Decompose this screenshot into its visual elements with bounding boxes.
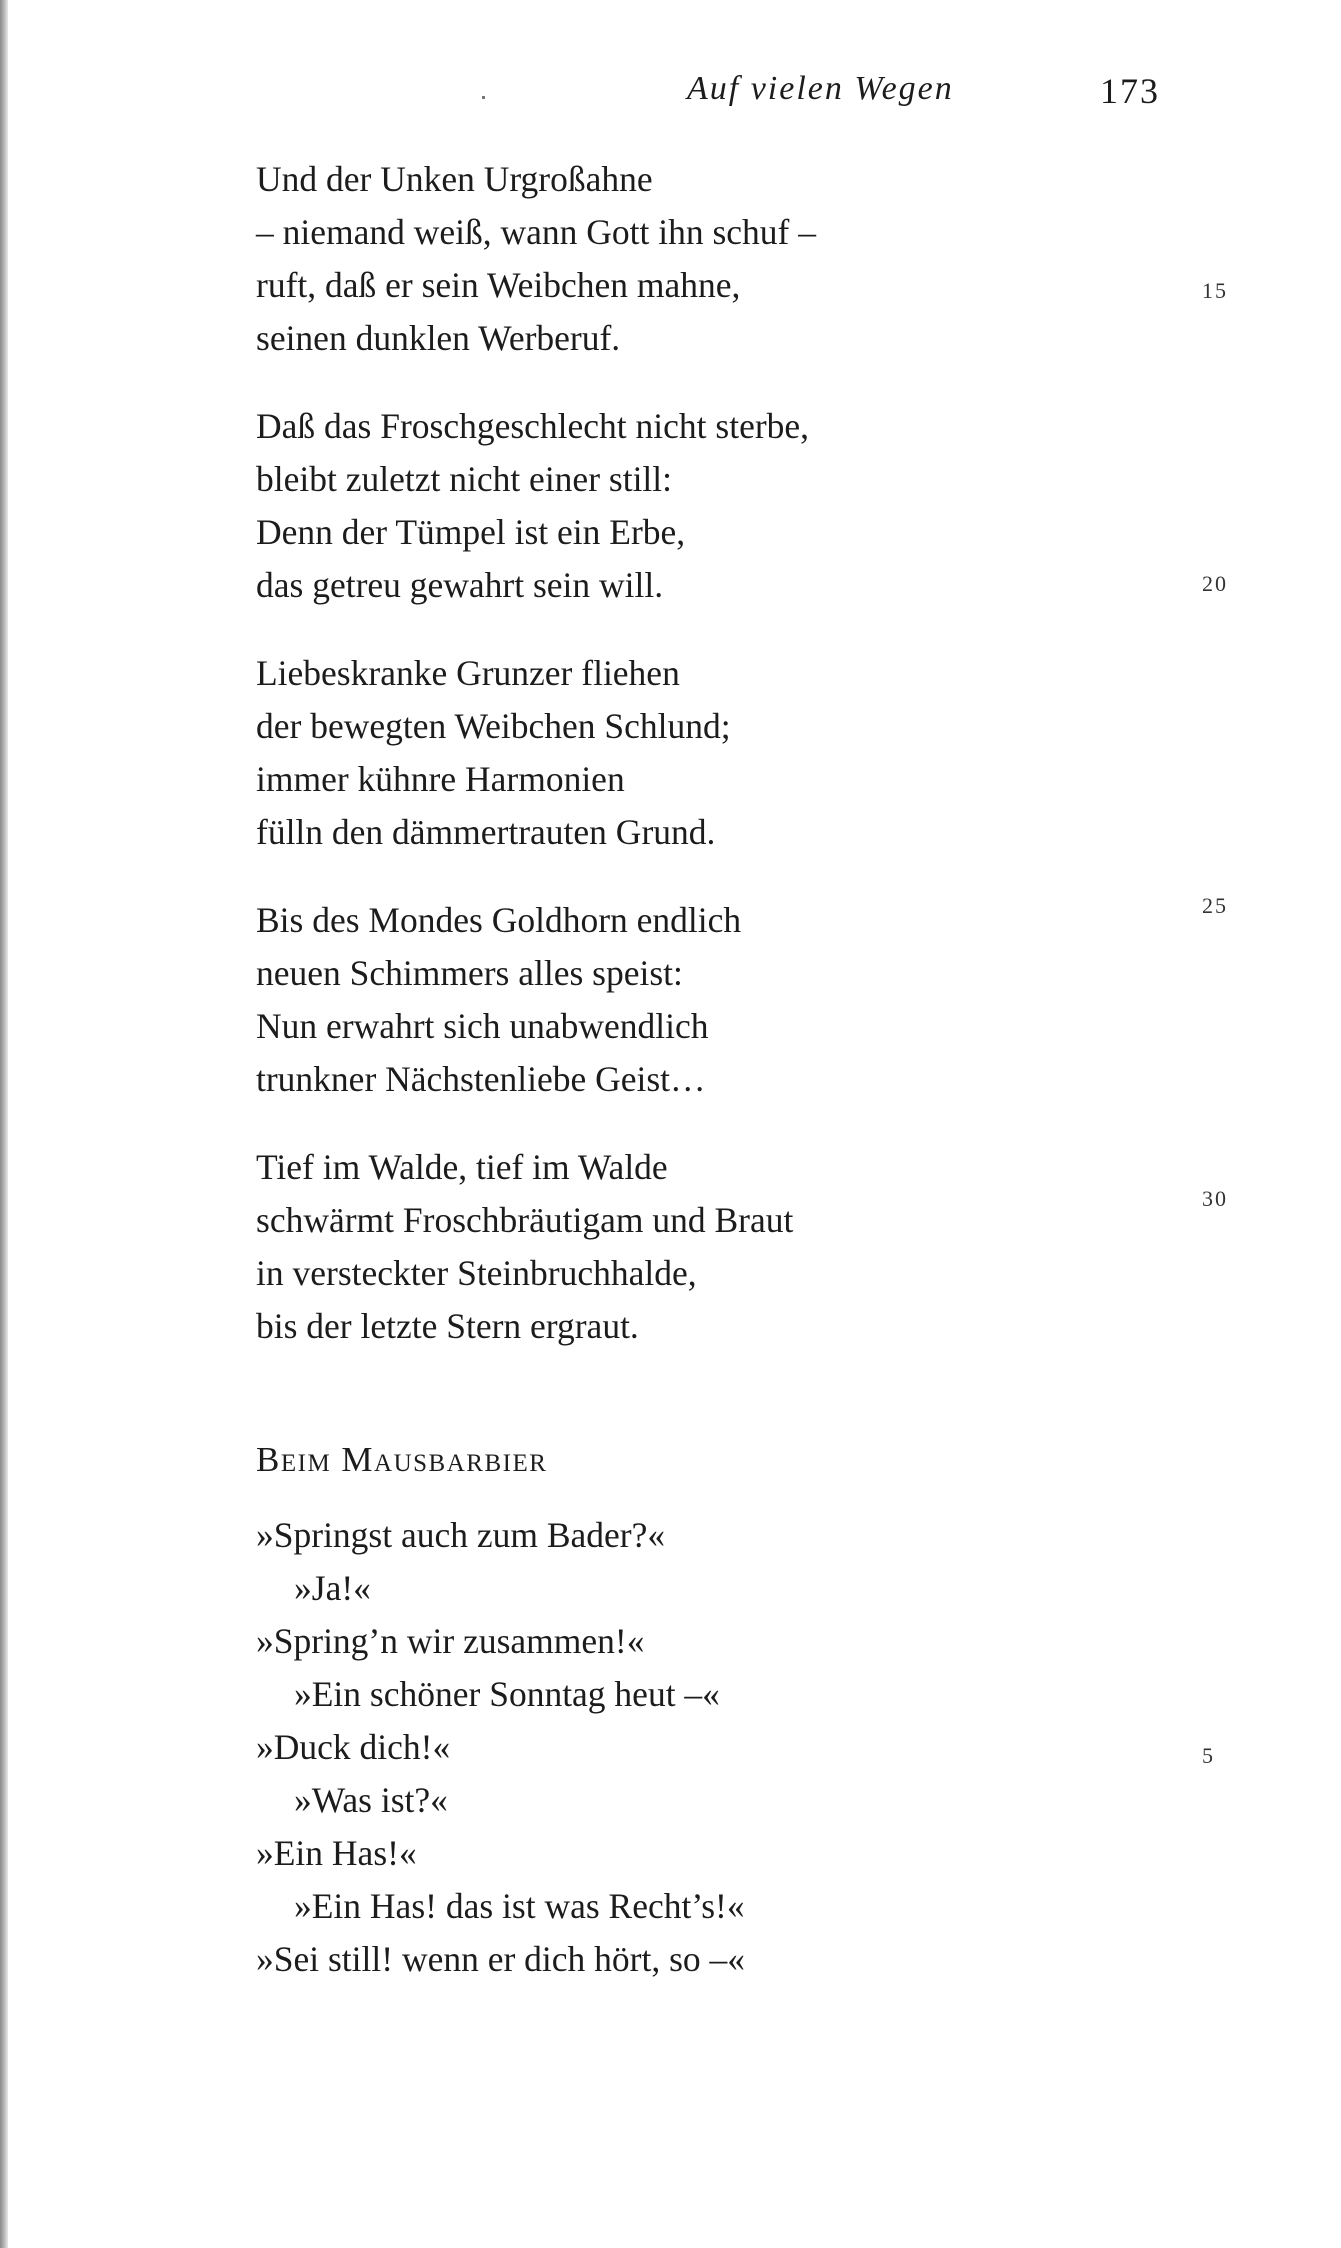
verse-line: Tief im Walde, tief im Walde — [256, 1147, 668, 1187]
line-number: 5 — [1202, 1743, 1215, 1768]
verse-line: bis der letzte Stern ergraut. — [256, 1306, 639, 1346]
verse-line: »Ja!« — [294, 1568, 371, 1608]
verse-line: neuen Schimmers alles speist: — [256, 953, 683, 993]
book-spine-shadow — [0, 0, 8, 2248]
verse-line: seinen dunklen Werberuf. — [256, 318, 621, 358]
page-number: 173 — [1100, 71, 1160, 111]
poem-1 — [256, 153, 816, 1388]
stanza — [256, 647, 816, 859]
verse-line: in versteckter Steinbruchhalde, — [256, 1253, 697, 1293]
stanza — [256, 400, 816, 612]
verse-line: – niemand weiß, wann Gott ihn schuf – — [256, 212, 817, 252]
verse-line: »Springst auch zum Bader?« — [256, 1515, 666, 1555]
verse-line: Bis des Mondes Goldhorn endlich — [256, 900, 742, 940]
line-number: 30 — [1202, 1186, 1228, 1211]
verse-line: »Spring’n wir zusammen!« — [256, 1621, 645, 1661]
verse-line: Liebeskranke Grunzer fliehen — [256, 653, 680, 693]
line-number: 25 — [1202, 893, 1228, 918]
line-number: 15 — [1202, 278, 1228, 303]
poem-title: Beim Mausbarbier — [256, 1440, 548, 1479]
verse-line: »Duck dich!« — [256, 1727, 451, 1767]
scan-speck — [482, 96, 485, 99]
stanza — [256, 1141, 816, 1353]
verse-line: trunkner Nächstenliebe Geist… — [256, 1059, 706, 1099]
verse-line: bleibt zuletzt nicht einer still: — [256, 459, 673, 499]
verse-line: »Sei still! wenn er dich hört, so –« — [256, 1939, 746, 1979]
verse-line: fülln den dämmertrauten Grund. — [256, 812, 716, 852]
poem-2 — [256, 1509, 745, 1986]
stanza — [256, 894, 816, 1106]
verse-line: Nun erwahrt sich unabwendlich — [256, 1006, 709, 1046]
verse-line: Denn der Tümpel ist ein Erbe, — [256, 512, 686, 552]
verse-line: ruft, daß er sein Weibchen mahne, — [256, 265, 741, 305]
verse-line: der bewegten Weibchen Schlund; — [256, 706, 731, 746]
verse-line: »Ein schöner Sonntag heut –« — [294, 1674, 720, 1714]
verse-line: das getreu gewahrt sein will. — [256, 565, 664, 605]
verse-line: Daß das Froschgeschlecht nicht sterbe, — [256, 406, 810, 446]
verse-line: schwärmt Froschbräutigam und Braut — [256, 1200, 794, 1240]
stanza — [256, 153, 816, 365]
verse-line: »Ein Has! das ist was Recht’s!« — [294, 1886, 745, 1926]
verse-line: »Ein Has!« — [256, 1833, 417, 1873]
verse-line: Und der Unken Urgroßahne — [256, 159, 653, 199]
running-title: Auf vielen Wegen — [687, 70, 954, 107]
line-number: 20 — [1202, 571, 1228, 596]
verse-line: immer kühnre Harmonien — [256, 759, 625, 799]
verse-line: »Was ist?« — [294, 1780, 448, 1820]
